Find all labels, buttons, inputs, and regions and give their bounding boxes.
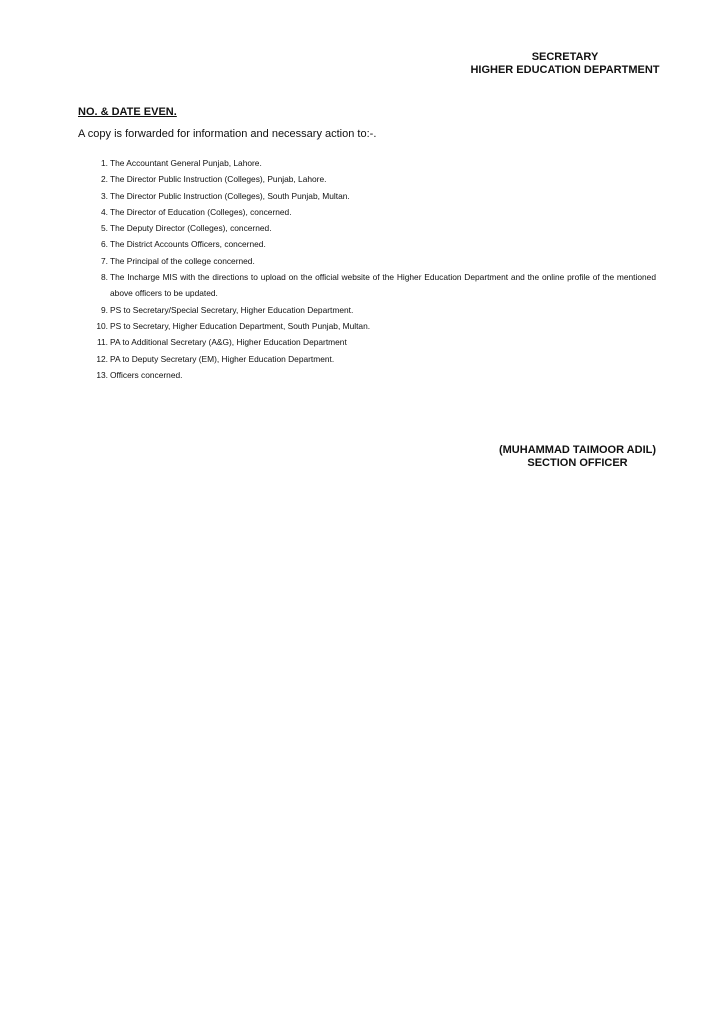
item-text: PA to Deputy Secretary (EM), Higher Education Department. [110, 353, 335, 364]
item-text: The Principal of the college concerned. [110, 255, 255, 266]
item-text: The Accountant General Punjab, Lahore. [110, 158, 262, 168]
section-officer-signature-block [490, 444, 665, 470]
list-item [80, 236, 656, 252]
item-text: PA to Additional Secretary (A&G), Higher Education Department [110, 337, 347, 348]
list-item [80, 351, 656, 367]
item-number: 4. [101, 206, 108, 217]
item-number: 11. [96, 337, 108, 348]
item-number: 3. [101, 190, 108, 201]
secretary-signature-block [470, 51, 660, 77]
item-number: 5. [101, 223, 108, 234]
list-item [80, 269, 656, 302]
item-text: The Deputy Director (Colleges), concerned. [110, 223, 272, 234]
distribution-list [80, 155, 656, 383]
officer-designation: SECTION OFFICER [527, 457, 628, 469]
item-text: The Director Public Instruction (Colleges), South Punjab, Multan. [110, 190, 350, 201]
item-text: The District Accounts Officers, concerned. [110, 239, 266, 250]
secretary-title: SECRETARY [531, 51, 599, 63]
list-item [80, 155, 656, 171]
list-item [80, 302, 656, 318]
item-number: 10. [96, 320, 108, 331]
item-number: 1. [101, 158, 108, 168]
list-item [80, 367, 656, 383]
list-item [80, 334, 656, 350]
list-item [80, 204, 656, 220]
item-text: PS to Secretary, Higher Education Department, South Punjab, Multan. [110, 320, 371, 331]
forwarding-intro: A copy is forwarded for information and necessary action to:-. [78, 128, 377, 140]
department-name: HIGHER EDUCATION DEPARTMENT [470, 64, 660, 76]
item-text: Officers concerned. [110, 369, 183, 380]
officer-name: (MUHAMMAD TAIMOOR ADIL) [498, 444, 657, 456]
reference-number: NO. & DATE EVEN. [78, 106, 177, 118]
list-item [80, 188, 656, 204]
item-number: 2. [101, 174, 108, 185]
item-number: 13. [96, 369, 108, 380]
item-text: The Director Public Instruction (Colleges), Punjab, Lahore. [110, 174, 327, 185]
list-item [80, 318, 656, 334]
list-item [80, 220, 656, 236]
item-number: 8. [101, 272, 108, 283]
list-item [80, 253, 656, 269]
item-text: PS to Secretary/Special Secretary, Higher Education Department. [110, 304, 354, 315]
item-number: 12. [96, 353, 108, 364]
item-number: 7. [101, 255, 108, 266]
item-number: 9. [101, 304, 108, 315]
item-number: 6. [101, 239, 108, 250]
list-item [80, 171, 656, 187]
item-text: The Incharge MIS with the directions to upload on the official website of the Higher Education Department and the online profile of the mentioned above officers to be updated. [110, 272, 656, 299]
item-text: The Director of Education (Colleges), concerned. [110, 206, 292, 217]
